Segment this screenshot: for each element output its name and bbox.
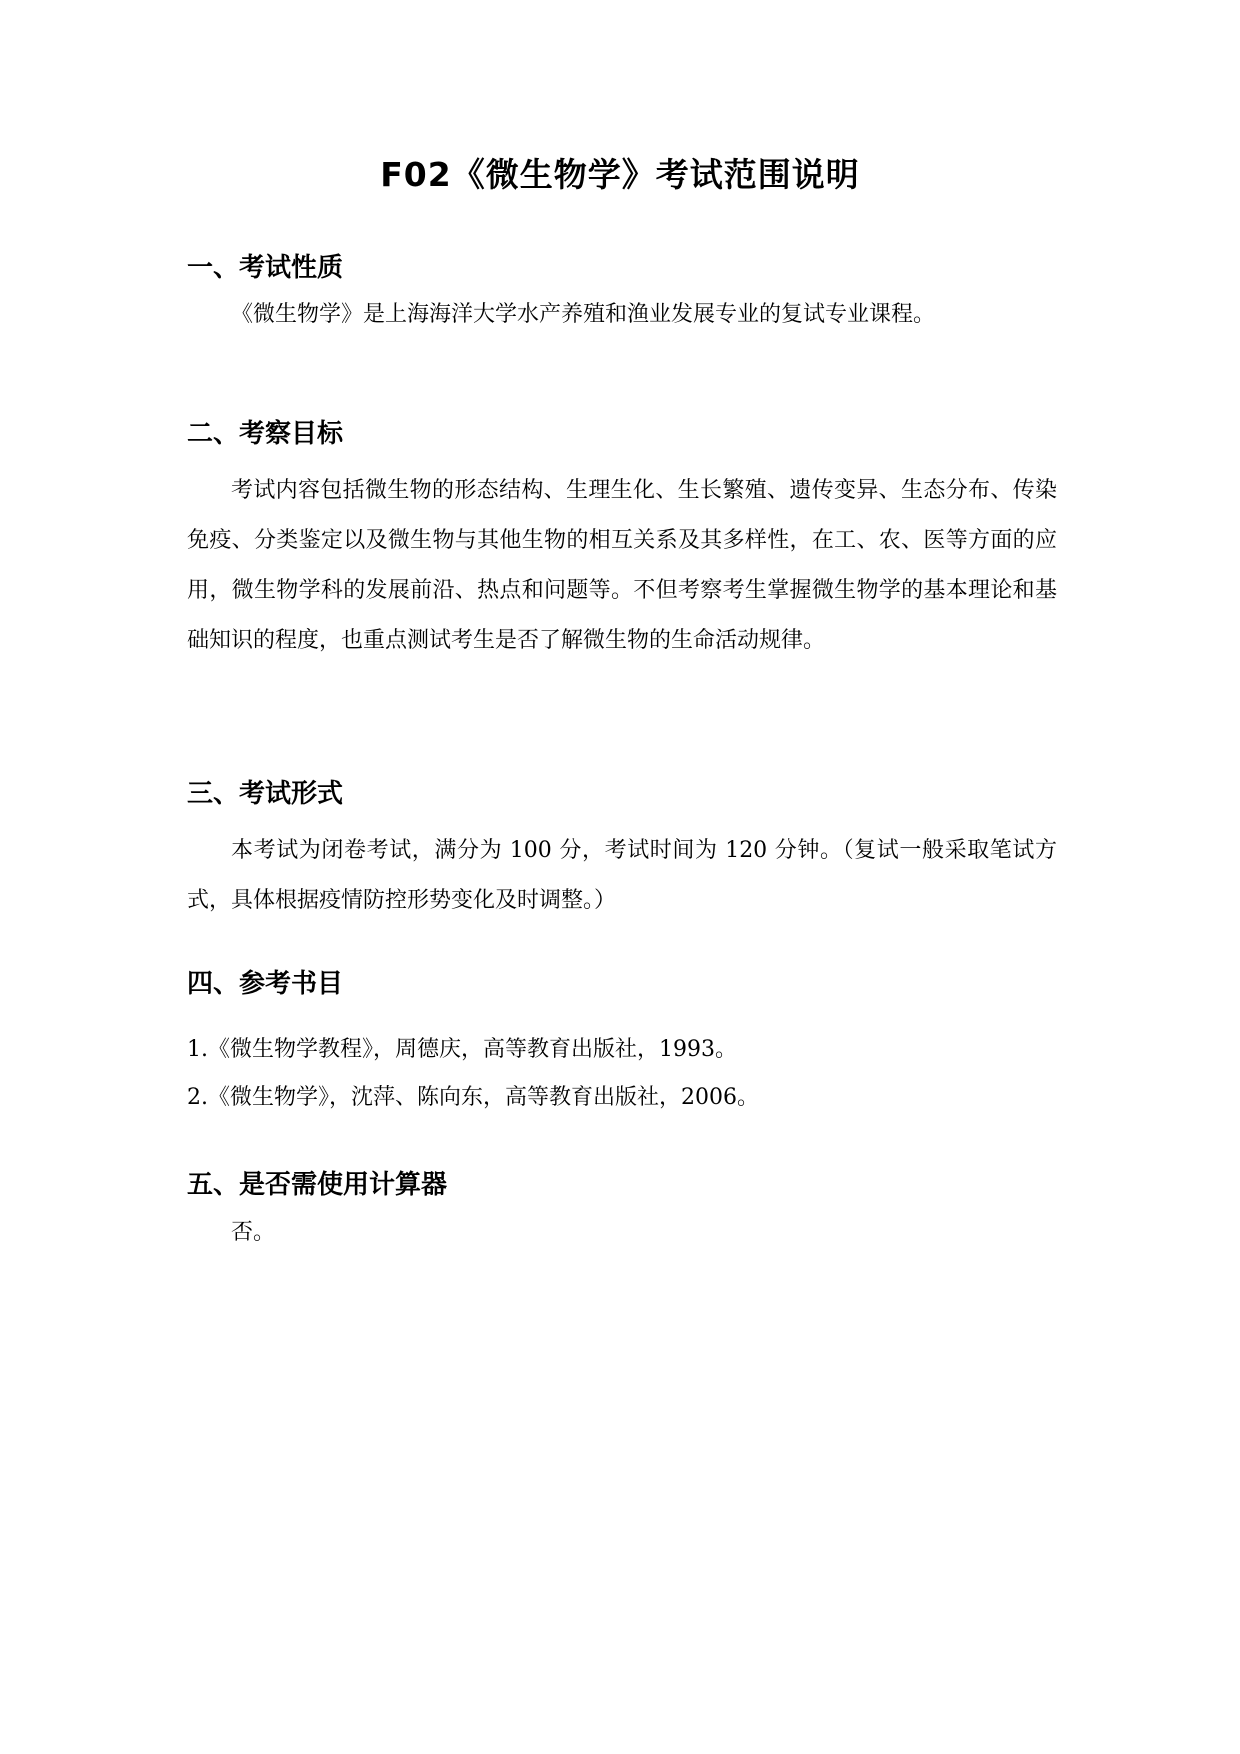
reference-item: 1.《微生物学教程》，周德庆，高等教育出版社，1993。 (187, 1037, 737, 1062)
section-heading-calculator: 五、是否需使用计算器 (187, 1170, 448, 1200)
section-heading-references: 四、参考书目 (187, 969, 344, 999)
paragraph-calculator: 否。 (231, 1220, 276, 1245)
paragraph-exam-nature: 《微生物学》是上海海洋大学水产养殖和渔业发展专业的复试专业课程。 (231, 302, 936, 327)
paragraph-exam-format: 本考试为闭卷考试，满分为 100 分，考试时间为 120 分钟。（复试一般采取笔试方式，具体根据疫情防控形势变化及时调整。） (187, 838, 1057, 913)
reference-item: 2.《微生物学》，沈萍、陈向东，高等教育出版社，2006。 (187, 1085, 759, 1110)
section-heading-exam-format: 三、考试形式 (187, 779, 344, 809)
section-heading-exam-nature: 一、考试性质 (187, 253, 344, 283)
document-title: F02《微生物学》考试范围说明 (380, 155, 860, 194)
section-heading-exam-objectives: 二、考察目标 (187, 419, 344, 449)
paragraph-exam-objectives: 考试内容包括微生物的形态结构、生理生化、生长繁殖、遗传变异、生态分布、传染免疫、分类鉴定以及微生物与其他生物的相互关系及其多样性，在工、农、医等方面的应用，微生物学科的发展前沿、热点和问题等。不但考察考生掌握微生物学的基本理论和基础知识的程度，也重点测试考生是否了解微生物的生命活动规律。 (187, 478, 1057, 653)
